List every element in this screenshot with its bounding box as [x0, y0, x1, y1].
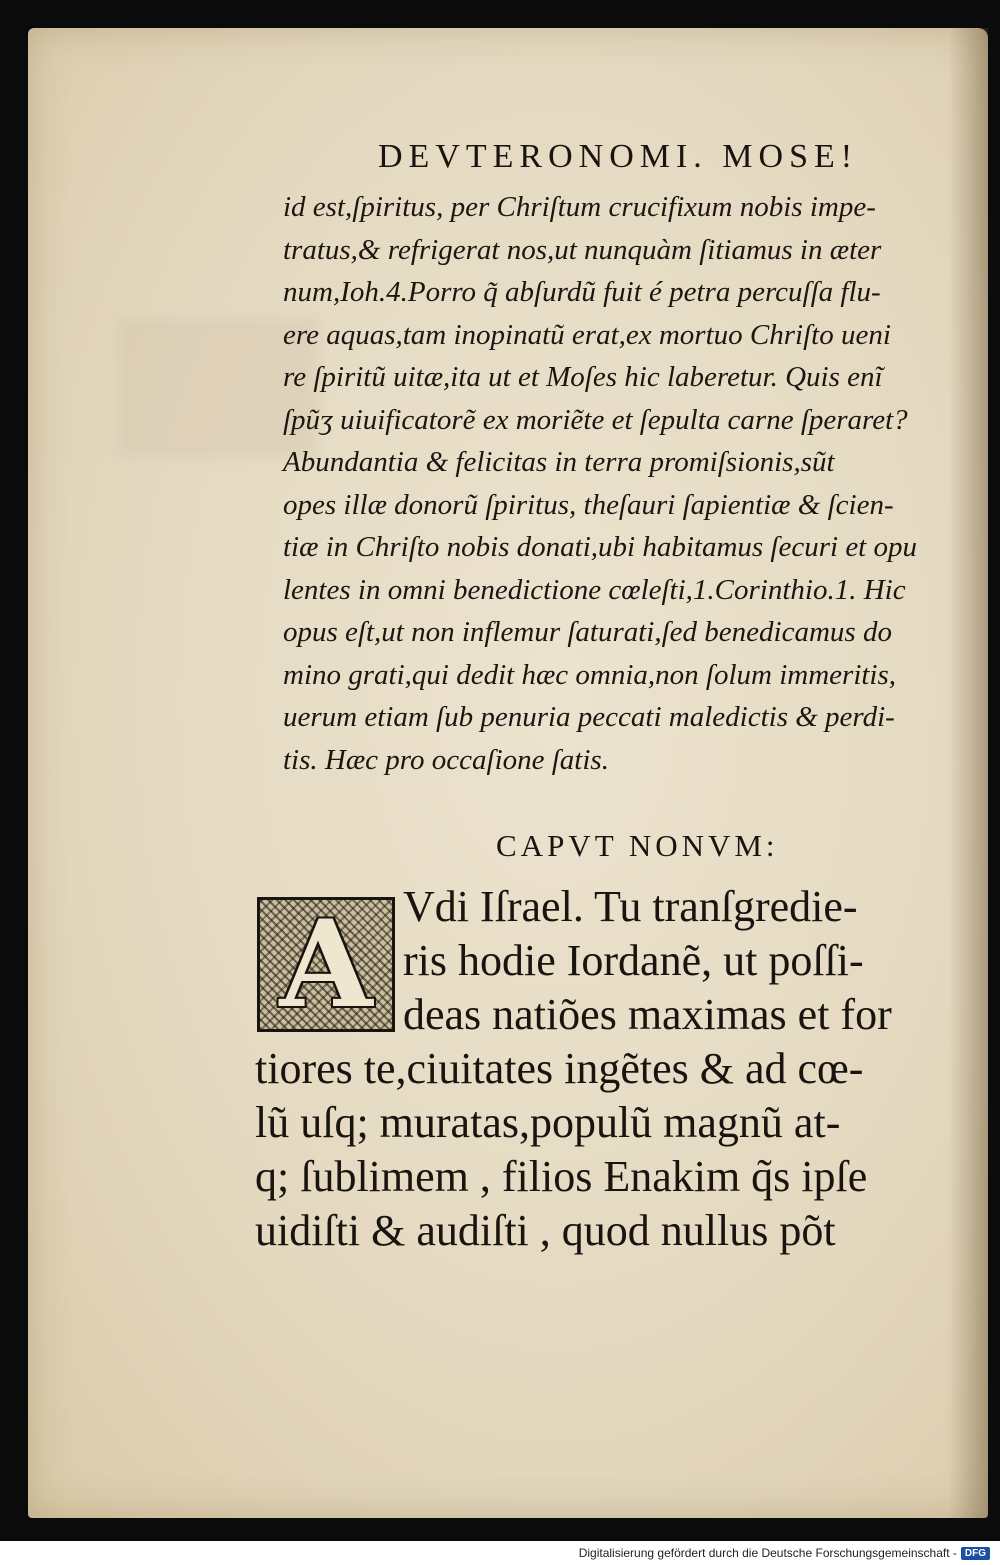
text-line: ris hodie Iordanẽ, ut poſſi-	[403, 936, 864, 985]
digitization-footer	[0, 1541, 1000, 1565]
text-line: tiæ in Chriſto nobis donati,ubi habitamus ſecuri et opu	[283, 531, 917, 563]
text-line: mino grati,qui dedit hæc omnia,non ſolum immeritis,	[283, 658, 897, 691]
text-line: ſpũʒ uiuificatorẽ ex moriẽte et ſepulta carne ſperaret?	[283, 403, 908, 436]
text-line: tiores te,ciuitates ingẽtes & ad cœ-	[255, 1044, 864, 1093]
chapter-heading: CAPVT NONVM:	[496, 828, 779, 863]
chapter-opening-text	[255, 880, 955, 1258]
text-line: Abundantia & felicitas in terra promiſsionis,sũt	[283, 446, 835, 478]
footer-text: Digitalisierung gefördert durch die Deutsche Forschungsgemeinschaft -	[578, 1546, 957, 1560]
text-line: q; ſublimem , filios Enakim q̃s ipſe	[255, 1152, 868, 1201]
running-head: DEVTERONOMI. MOSE!	[378, 138, 859, 175]
body-text	[283, 186, 983, 781]
text-line: lũ uſq; muratas,populũ magnũ at-	[255, 1098, 841, 1147]
text-line: uidiſti & audiſti , quod nullus põt	[255, 1206, 836, 1255]
text-line: lentes in omni benedictione cœleſti,1.Corinthio.1. Hic	[283, 573, 906, 606]
text-line: uerum etiam ſub penuria peccati maledictis & perdi-	[283, 701, 895, 733]
text-line: id est,ſpiritus, per Chriſtum crucifixum nobis impe-	[283, 191, 876, 223]
text-line: ere aquas,tam inopinatũ erat,ex mortuo Chriſto ueni	[283, 318, 891, 351]
dfg-logo: DFG	[961, 1547, 990, 1560]
text-line: opes illæ donorũ ſpiritus, theſauri ſapientiæ & ſcien-	[283, 488, 894, 521]
text-line: tratus,& refrigerat nos,ut nunquàm ſitiamus in æter	[283, 233, 882, 266]
text-line: tis. Hæc pro occaſione ſatis.	[283, 743, 609, 776]
book-page	[28, 28, 988, 1518]
text-line: num,Ioh.4.Porro q̃ abſurdũ fuit é petra percuſſa flu-	[283, 276, 881, 308]
text-line: deas natiões maximas et for	[403, 990, 892, 1039]
text-line: Vdi Iſrael. Tu tranſgredie-	[403, 882, 858, 931]
text-line: re ſpiritũ uitæ,ita ut et Moſes hic laberetur. Quis enĩ	[283, 361, 883, 393]
text-line: opus eſt,ut non inflemur ſaturati,ſed benedicamus do	[283, 616, 892, 648]
initial-letter: A	[279, 893, 373, 1035]
